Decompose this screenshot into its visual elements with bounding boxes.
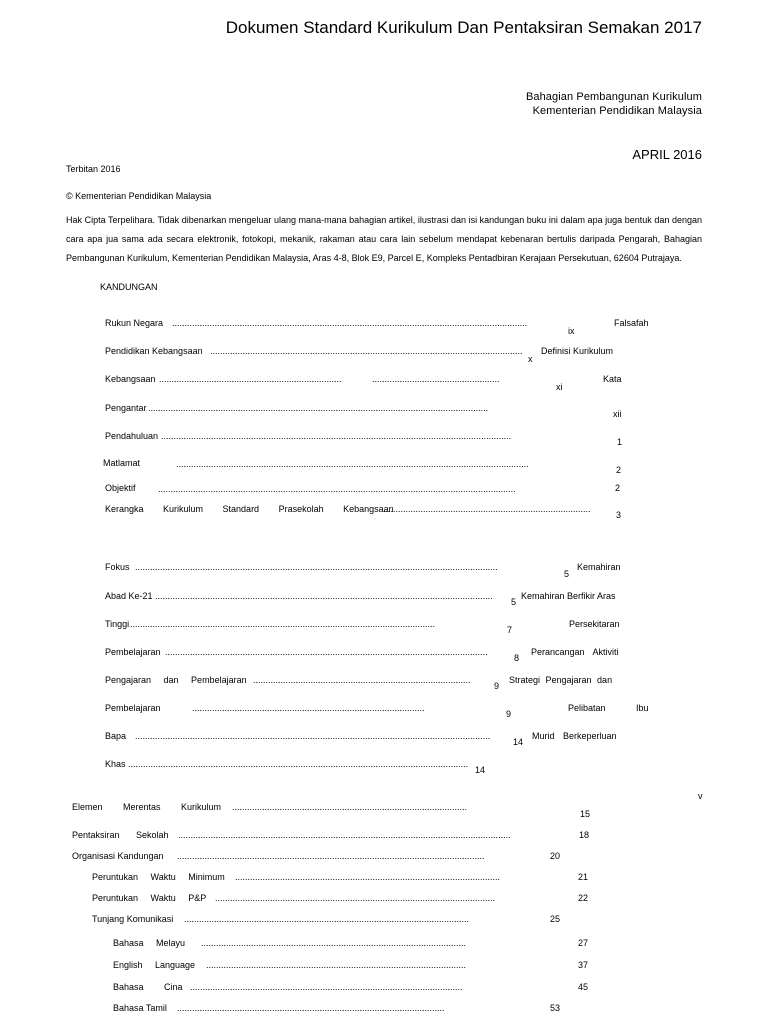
toc-page: 1 — [617, 437, 623, 447]
toc-leader: ........................................................................................................................................ — [128, 759, 469, 769]
publisher-division: Bahagian Pembangunan Kurikulum — [525, 91, 702, 103]
roman-page-marker: v — [698, 791, 703, 801]
toc-label: Bapa — [105, 731, 127, 741]
toc-page: xi — [556, 382, 563, 392]
toc-label: Bahasa Melayu — [113, 938, 186, 948]
toc-tail: Perancangan Aktiviti — [531, 647, 619, 657]
toc-page: 15 — [580, 809, 591, 819]
toc-label: Peruntukan Waktu Minimum — [92, 872, 225, 882]
toc-leader: ........................................................................................................ — [206, 960, 467, 970]
toc-tail: Pelibatan Ibu — [568, 703, 649, 713]
toc-leader: ............................................................................................................................. — [210, 346, 523, 356]
toc-page: x — [528, 354, 533, 364]
toc-tail: Persekitaran — [569, 619, 620, 629]
toc-label: Matlamat — [103, 458, 141, 468]
toc-label: Rukun Negara — [105, 318, 164, 328]
toc-label: Pembelajaran — [105, 647, 161, 657]
toc-tail: Kemahiran — [577, 562, 621, 572]
publication-date: APRIL 2016 — [632, 147, 702, 162]
contents-heading: KANDUNGAN — [100, 282, 158, 292]
toc-page: 9 — [506, 709, 512, 719]
toc-leader: ................................................................................................................................. — [165, 647, 488, 657]
publication-year: Terbitan 2016 — [66, 164, 121, 174]
toc-leader: .......................................................................................................... — [235, 872, 501, 882]
toc-leader: ................................................................................................................................................. — [135, 562, 498, 572]
toc-leader: ............................................................................................................................................... — [158, 484, 516, 494]
toc-page: 22 — [578, 893, 589, 903]
toc-label: Elemen Merentas Kurikulum — [72, 802, 222, 812]
toc-page: 18 — [579, 830, 590, 840]
toc-leader: ....................................................................................................................................... — [155, 591, 493, 601]
toc-page: 5 — [511, 597, 517, 607]
toc-leader: .......................................................................................................... — [201, 938, 467, 948]
toc-page: 2 — [615, 483, 621, 493]
toc-label: English Language — [113, 960, 196, 970]
toc-page: ix — [568, 326, 575, 336]
toc-page: 9 — [494, 681, 500, 691]
toc-label: Organisasi Kandungan — [72, 851, 164, 861]
toc-tail: Definisi Kurikulum — [541, 346, 614, 356]
toc-page: 25 — [550, 914, 561, 924]
toc-label: Peruntukan Waktu P&P — [92, 893, 207, 903]
toc-page: 45 — [578, 982, 589, 992]
toc-label: Pentaksiran Sekolah — [72, 830, 169, 840]
toc-leader: .............................................................................................................................................. — [172, 318, 528, 328]
toc-leader: ................................................... — [372, 374, 500, 384]
toc-leader: .......................................................................................................................... — [130, 619, 436, 629]
toc-page: 7 — [507, 625, 513, 635]
copyright-notice: © Kementerian Pendidikan Malaysia — [66, 191, 212, 201]
publisher-ministry: Kementerian Pendidikan Malaysia — [532, 105, 702, 117]
toc-page: 37 — [578, 960, 589, 970]
toc-label: Pengantar — [105, 403, 147, 413]
toc-label: Kebangsaan — [105, 374, 156, 384]
toc-leader: .............................................................................................. — [232, 802, 468, 812]
toc-tail: Kemahiran Berfikir Aras — [521, 591, 616, 601]
toc-page: 2 — [616, 465, 622, 475]
toc-label: Bahasa Cina — [113, 982, 183, 992]
toc-tail: Kata — [603, 374, 622, 384]
toc-label: Khas — [105, 759, 126, 769]
toc-page: 27 — [578, 938, 589, 948]
toc-page: 8 — [514, 653, 520, 663]
toc-leader: ............................................................................................................................................ — [161, 431, 512, 441]
document-title: Dokumen Standard Kurikulum Dan Pentaksiran Semakan 2017 — [225, 18, 702, 37]
toc-label: Kerangka Kurikulum Standard Prasekolah Kebangsaan — [105, 504, 394, 514]
toc-page: 14 — [475, 765, 486, 775]
rights-paragraph: Hak Cipta Terpelihara. Tidak dibenarkan mengeluar ulang mana-mana bahagian artikel, ilustrasi dan isi kandungan buku ini dalam apa juga bentuk dan dengan cara apa jua sama ada secara elektronik, fotokopi, mekanik, rakaman atau cara lain sebelum mendapat kebenaran bertulis daripada Pengarah, Bahagian Pembangunan Kurikulum, Kementerian Pendidikan Malaysia, Aras 4-8, Blok E9, Parcel E, Kompleks Pentadbiran Kerajaan Persekutuan, 62604 Putrajaya. — [66, 215, 702, 263]
toc-label: Pendahuluan — [105, 431, 159, 441]
toc-leader: ......................................................................... — [159, 374, 342, 384]
toc-leader: ........................................................................................................................... — [177, 851, 485, 861]
toc-tail: Falsafah — [614, 318, 649, 328]
toc-leader: ............................................................................................................. — [190, 982, 463, 992]
toc-leader: .................................................................................................................. — [184, 914, 470, 924]
toc-leader: .............................................................................................................................................. — [135, 731, 491, 741]
toc-leader: ....................................................................................... — [253, 675, 471, 685]
toc-label: Fokus — [105, 562, 130, 572]
toc-leader: ........................................................................................................... — [177, 1003, 445, 1013]
toc-page: 53 — [550, 1003, 561, 1013]
toc-label: Objektif — [105, 483, 136, 493]
toc-label: Tunjang Komunikasi — [92, 914, 174, 924]
toc-leader: ................................................................................... — [383, 504, 591, 514]
toc-label: Pendidikan Kebangsaan — [105, 346, 203, 356]
toc-label: Pengajaran dan Pembelajaran — [105, 675, 247, 685]
toc-page: 14 — [513, 737, 524, 747]
toc-page: 20 — [550, 851, 561, 861]
toc-label: Tinggi — [105, 619, 130, 629]
toc-leader: ..................................................................................................................................... — [178, 830, 511, 840]
toc-label: Pembelajaran — [105, 703, 161, 713]
toc-leader: ............................................................................................................................................. — [176, 459, 529, 469]
toc-leader: ........................................................................................................................................ — [148, 403, 489, 413]
toc-label: Bahasa Tamil — [113, 1003, 167, 1013]
toc-page: xii — [613, 409, 622, 419]
toc-label: Abad Ke-21 — [105, 591, 153, 601]
toc-page: 3 — [616, 510, 622, 520]
toc-page: 5 — [564, 569, 570, 579]
toc-page: 21 — [578, 872, 589, 882]
toc-tail: Murid Berkeperluan — [532, 731, 617, 741]
toc-leader: ................................................................................................................ — [215, 893, 496, 903]
toc-tail: Strategi Pengajaran dan — [509, 675, 613, 685]
toc-leader: ............................................................................................. — [192, 703, 425, 713]
